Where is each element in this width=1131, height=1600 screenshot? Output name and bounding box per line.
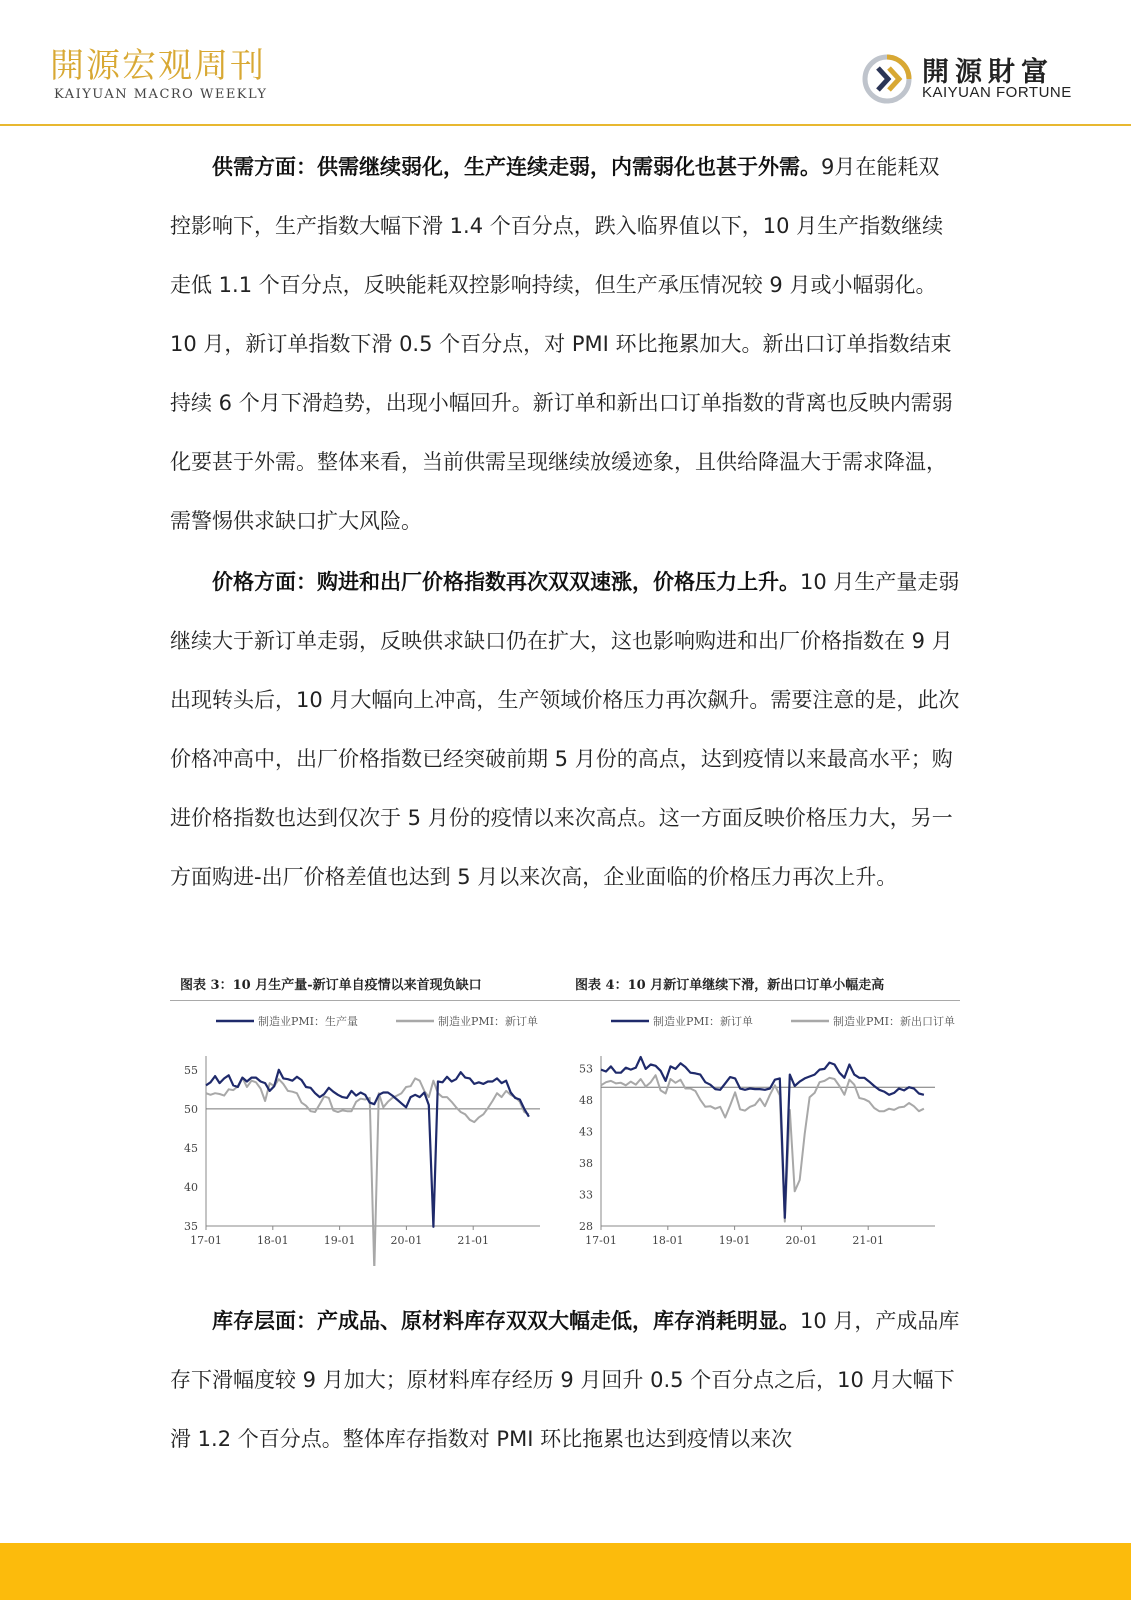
chart-title-rule — [170, 1000, 565, 1001]
paragraph-body: 9月在能耗双控影响下，生产指数大幅下滑 1.4 个百分点，跌入临界值以下，10 月生产指数继续走低 1.1 个百分点，反映能耗双控影响持续，但生产承压情况较 9 月或小幅弱化。10 月，新订单指数下滑 0.5 个百分点，对 PMI 环比拖累加大。新出口订单指数结束持续 6 个月下滑趋势，出现小幅回升。新订单和新出口订单指数的背离也反映内需弱化要甚于外需。整体来看，当前供需呈现继续放缓迹象，且供给降温大于需求降温，需警惕供求缺口扩大风险。 — [170, 155, 953, 533]
paragraph-lead: 供需方面：供需继续弱化，生产连续走弱，内需弱化也甚于外需。 — [212, 155, 821, 179]
brand-title: 開源宏观周刊 — [50, 46, 266, 86]
legend-label: 制造业PMI：新订单 — [438, 1015, 539, 1028]
company-logo — [862, 48, 1072, 108]
series-line — [601, 1057, 924, 1218]
y-tick-label: 35 — [184, 1220, 198, 1233]
y-tick-label: 33 — [579, 1188, 593, 1202]
legend-label: 制造业PMI：新订单 — [653, 1015, 754, 1028]
series-line — [601, 1075, 924, 1221]
logo-emblem-icon — [862, 54, 912, 104]
paragraph-body: 10 月生产量走弱继续大于新订单走弱，反映供求缺口仍在扩大，这也影响购进和出厂价格指数在 9 月出现转头后，10 月大幅向上冲高，生产领域价格压力再次飙升。需要注意的是，此次价格冲高中，出厂价格指数已经突破前期 5 月份的高点，达到疫情以来最高水平；购进价格指数也达到仅次于 5 月份的疫情以来次高点。这一方面反映价格压力大，另一方面购进-出厂价格差值也达到 5 月以来次高，企业面临的价格压力再次上升。 — [170, 570, 960, 889]
y-tick-label: 28 — [579, 1220, 593, 1233]
paragraph-supply-demand — [170, 138, 960, 551]
chart-production-vs-orders — [170, 966, 565, 1266]
chart-row — [170, 966, 960, 1266]
y-tick-label: 50 — [184, 1102, 198, 1116]
legend-label: 制造业PMI：新出口订单 — [833, 1015, 956, 1028]
paragraph-prices — [170, 553, 960, 907]
chart-title-rule — [565, 1000, 960, 1001]
x-tick-label: 20-01 — [785, 1234, 818, 1247]
x-tick-label: 21-01 — [852, 1234, 885, 1247]
paragraph-lead: 价格方面：购进和出厂价格指数再次双双速涨，价格压力上升。 — [212, 570, 800, 594]
y-tick-label: 48 — [579, 1093, 593, 1107]
y-tick-label: 40 — [184, 1180, 198, 1194]
brand-subtitle: KAIYUAN MACRO WEEKLY — [54, 87, 268, 102]
y-tick-label: 38 — [579, 1156, 593, 1170]
x-tick-label: 17-01 — [585, 1234, 617, 1247]
y-tick-label: 55 — [184, 1063, 198, 1077]
paragraph-body: 10 月，产成品库存下滑幅度较 9 月加大；原材料库存经历 9 月回升 0.5 个百分点之后，10 月大幅下滑 1.2 个百分点。整体库存指数对 PMI 环比拖累也达到疫情以来次 — [170, 1309, 960, 1451]
x-tick-label: 21-01 — [457, 1234, 490, 1247]
x-tick-label: 20-01 — [390, 1234, 423, 1247]
y-tick-label: 43 — [579, 1125, 593, 1139]
x-tick-label: 19-01 — [718, 1234, 751, 1247]
x-tick-label: 18-01 — [651, 1234, 684, 1247]
page-header — [0, 0, 1131, 126]
x-tick-label: 17-01 — [190, 1234, 222, 1247]
footer-bar — [0, 1543, 1131, 1600]
chart-title: 图表 4：10 月新订单继续下滑，新出口订单小幅走高 — [575, 978, 885, 993]
y-tick-label: 53 — [579, 1062, 593, 1076]
legend-label: 制造业PMI：生产量 — [258, 1015, 359, 1028]
x-tick-label: 18-01 — [256, 1234, 289, 1247]
x-tick-label: 19-01 — [323, 1234, 356, 1247]
paragraph-lead: 库存层面：产成品、原材料库存双双大幅走低，库存消耗明显。 — [212, 1309, 800, 1333]
logo-name-en: KAIYUAN FORTUNE — [922, 84, 1072, 101]
chart-orders-vs-export — [565, 966, 960, 1266]
series-line — [206, 1070, 529, 1227]
chart-canvas — [170, 1002, 565, 1266]
chart-title: 图表 3：10 月生产量-新订单自疫情以来首现负缺口 — [180, 978, 482, 993]
paragraph-inventory — [170, 1292, 960, 1469]
logo-name: 開源財富 — [922, 57, 1054, 88]
header-divider — [0, 124, 1131, 126]
chart-canvas — [565, 1002, 960, 1266]
y-tick-label: 45 — [184, 1141, 198, 1155]
